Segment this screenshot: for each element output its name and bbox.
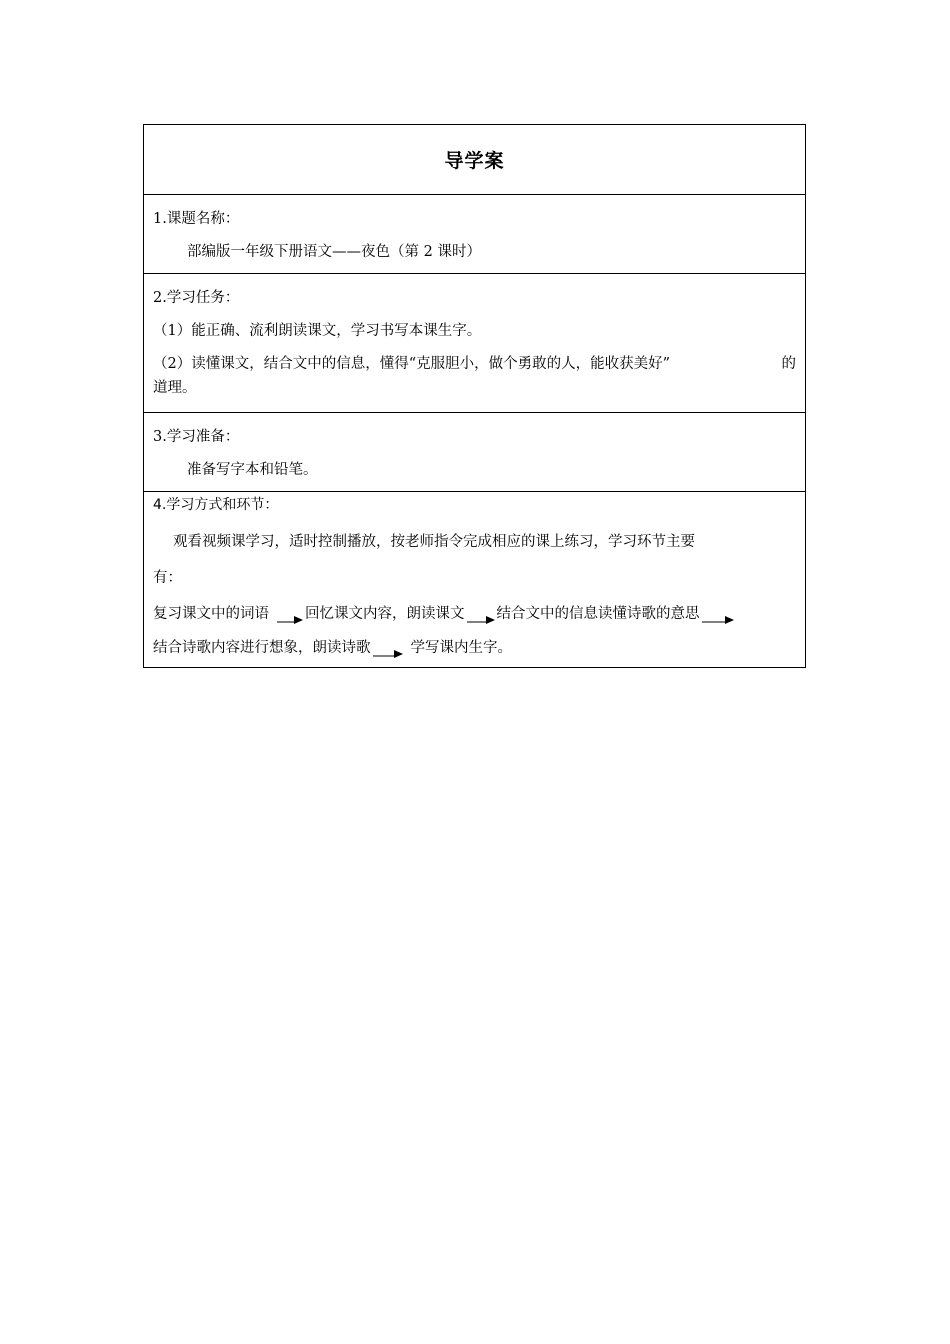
steps-flow-line-2 bbox=[153, 638, 805, 658]
step-4: 结合诗歌内容进行想象，朗读诗歌 bbox=[153, 640, 371, 656]
topic-content: 部编版一年级下册语文——夜色（第 2 课时） bbox=[187, 244, 481, 260]
guide-table bbox=[143, 124, 806, 668]
methods-intro-line-1: 观看视频课学习，适时控制播放，按老师指令完成相应的课上练习，学习环节主要 bbox=[173, 534, 695, 550]
section-topic bbox=[144, 194, 805, 273]
methods-heading: 4.学习方式和环节： bbox=[153, 497, 279, 513]
document-title: 导学案 bbox=[444, 150, 505, 172]
arrow-right-icon bbox=[467, 604, 495, 624]
title-row bbox=[144, 125, 805, 194]
step-2: 回忆课文内容，朗读课文 bbox=[305, 606, 465, 622]
arrow-right-icon bbox=[277, 604, 303, 624]
section-preparation bbox=[144, 412, 805, 491]
methods-intro-line-2: 有： bbox=[153, 570, 182, 586]
task-item-2-continued: 道理。 bbox=[153, 380, 197, 396]
preparation-content: 准备写字本和铅笔。 bbox=[187, 462, 318, 478]
task-item-2-tail: 的 bbox=[781, 356, 796, 372]
step-5: 学写课内生字。 bbox=[410, 640, 512, 656]
steps-flow-line-1 bbox=[153, 604, 805, 624]
step-3: 结合文中的信息读懂诗歌的意思 bbox=[496, 606, 700, 622]
step-1: 复习课文中的词语 bbox=[153, 606, 269, 622]
arrow-right-icon bbox=[373, 638, 403, 658]
tasks-heading: 2.学习任务： bbox=[153, 290, 240, 306]
section-methods bbox=[144, 491, 805, 667]
task-item-1: （1）能正确、流利朗读课文，学习书写本课生字。 bbox=[153, 323, 482, 339]
arrow-right-icon bbox=[702, 604, 734, 624]
task-item-2 bbox=[153, 354, 796, 374]
section-tasks bbox=[144, 273, 805, 412]
topic-heading: 1.课题名称： bbox=[153, 211, 240, 227]
task-item-2-text: （2）读懂课文，结合文中的信息，懂得“克服胆小，做个勇敢的人，能收获美好” bbox=[153, 356, 671, 372]
preparation-heading: 3.学习准备： bbox=[153, 429, 240, 445]
